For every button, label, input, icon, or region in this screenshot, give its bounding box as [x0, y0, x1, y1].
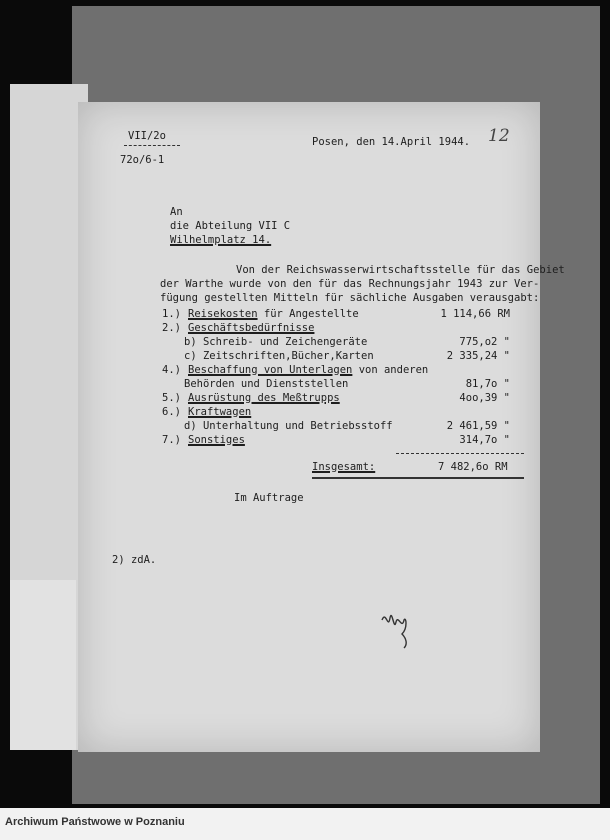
signature [378, 600, 418, 650]
item-number: 4.) [162, 364, 181, 376]
total-rule-top [396, 453, 524, 454]
item-number: 6.) [162, 406, 181, 418]
item-label-text: Beschaffung von Unterlagen [188, 364, 353, 376]
item-label-text: d) Unterhaltung und Betriebsstoff [184, 420, 393, 432]
archive-footer [0, 808, 610, 840]
item-amount: 1 114,66 RM [440, 308, 510, 320]
intro-line-1: Von der Reichswasserwirtschaftsstelle für das Gebiet [236, 264, 565, 276]
closing: Im Auftrage [234, 492, 304, 504]
reference-top: VII/2o [128, 130, 166, 142]
recipient-line-2: die Abteilung VII C [170, 220, 291, 232]
item-label-text: Reisekosten [188, 308, 258, 320]
item-label [184, 378, 348, 390]
page-number: 12 [488, 126, 510, 146]
item-label-rest: von anderen [352, 364, 429, 376]
item-label [188, 392, 340, 404]
item-label-text: Sonstiges [188, 434, 245, 446]
item-amount: 314,7o " [459, 434, 510, 446]
item-number: 1.) [162, 308, 181, 320]
intro-line-2: der Warthe wurde von den für das Rechnungsjahr 1943 zur Ver- [160, 278, 540, 290]
item-label-rest: für Angestellte [257, 308, 359, 320]
item-label-text: Ausrüstung des Meßtrupps [188, 392, 340, 404]
item-label [188, 308, 359, 320]
item-label-text: b) Schreib- und Zeichengeräte [184, 336, 368, 348]
total-amount: 7 482,6o RM [438, 461, 508, 473]
item-amount: 775,o2 " [459, 336, 510, 348]
reference-divider [124, 145, 180, 146]
item-label [184, 350, 374, 362]
reference-bottom: 72o/6-1 [120, 154, 165, 166]
archive-name: Archiwum Państwowe w Poznaniu [5, 816, 185, 828]
item-label [184, 420, 393, 432]
recipient-line-3: Wilhelmplatz 14. [170, 234, 272, 246]
item-amount: 81,7o " [465, 378, 510, 390]
item-amount: 2 335,24 " [446, 350, 510, 362]
place-date: Posen, den 14.April 1944. [312, 136, 471, 148]
item-label [188, 434, 245, 446]
item-label [188, 406, 251, 418]
item-label [188, 364, 428, 376]
item-label-text: c) Zeitschriften,Bücher,Karten [184, 350, 374, 362]
item-label-text: Geschäftsbedürfnisse [188, 322, 315, 334]
item-label [188, 322, 314, 334]
item-number: 2.) [162, 322, 181, 334]
item-label-text: Kraftwagen [188, 406, 252, 418]
paper-strip-lower [10, 580, 76, 750]
item-number: 5.) [162, 392, 181, 404]
recipient-line-1: An [170, 206, 183, 218]
document-sheet [78, 102, 565, 752]
item-label-text: Behörden und Dienststellen [184, 378, 349, 390]
item-amount: 2 461,59 " [446, 420, 510, 432]
total-label: Insgesamt: [312, 461, 376, 473]
item-label [184, 336, 367, 348]
total-rule-bottom [312, 477, 524, 479]
item-amount: 4oo,39 " [459, 392, 510, 404]
intro-line-3: fügung gestellten Mitteln für sächliche Ausgaben verausgabt: [160, 292, 540, 304]
item-number: 7.) [162, 434, 181, 446]
filing-note: 2) zdA. [112, 554, 157, 566]
